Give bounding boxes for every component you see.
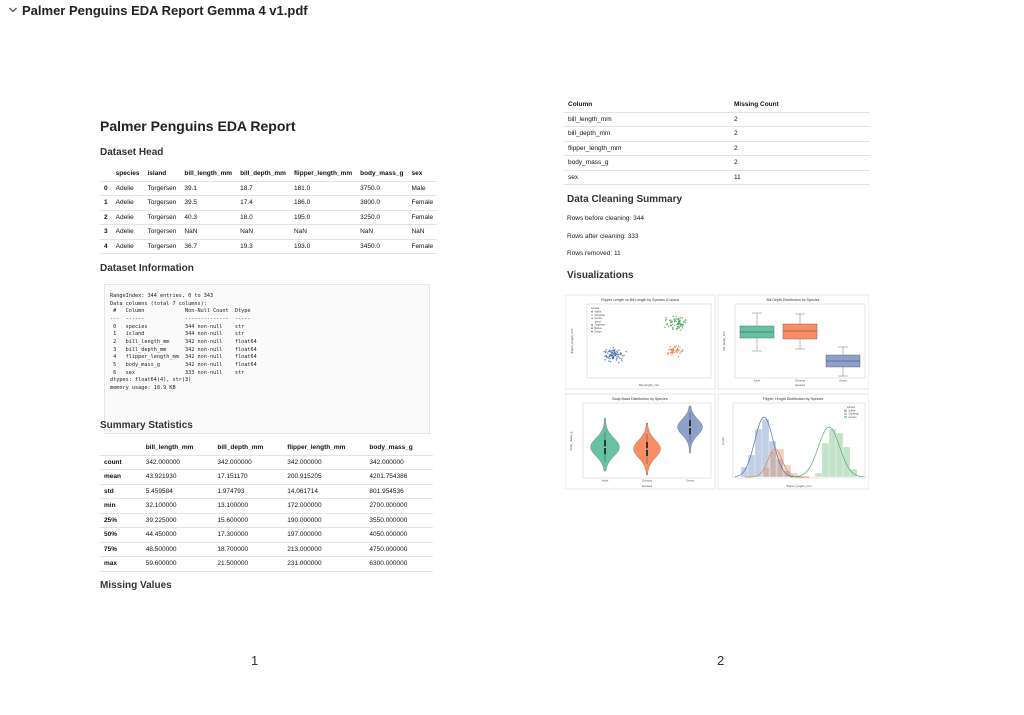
scatter-point: [679, 352, 681, 354]
table-cell: 6300.000000: [365, 557, 432, 572]
scatter-point: [679, 350, 681, 352]
scatter-legend-marker: [591, 324, 593, 326]
scatter-point: [678, 356, 680, 358]
column-header: sex: [407, 167, 437, 181]
table-cell: NaN: [407, 225, 437, 240]
scatter-legend-marker: [591, 331, 593, 333]
box-y-label: bill_depth_mm: [722, 331, 726, 351]
table-cell: 75%: [100, 542, 142, 557]
scatter-legend-marker: [591, 327, 593, 329]
scatter-point: [667, 353, 669, 355]
column-header: Column: [564, 98, 730, 112]
scatter-point: [674, 320, 676, 322]
table-cell: 32.100000: [142, 499, 214, 514]
violin-median: [689, 426, 691, 428]
scatter-y-label: flipper_length_mm: [570, 328, 574, 354]
table-header-row: [100, 167, 437, 181]
table-row: [100, 225, 437, 240]
table-cell: 342.000000: [142, 455, 214, 470]
scatter-point: [605, 349, 607, 351]
scatter-point: [619, 358, 621, 360]
table-cell: 13.100000: [213, 499, 283, 514]
table-cell: sex: [564, 170, 730, 185]
scatter-point: [604, 359, 606, 361]
table-cell: 39.225000: [142, 513, 214, 528]
rows-after-cleaning: Rows after cleaning: 333: [567, 233, 639, 240]
table-row: [100, 542, 433, 557]
table-cell: flipper_length_mm: [564, 141, 730, 156]
table-cell: 3750.0: [356, 181, 407, 196]
violin-title: Body Mass Distribution by Species: [612, 397, 668, 401]
scatter-legend-marker: [591, 318, 593, 320]
table-cell: 36.7: [180, 239, 236, 254]
table-cell: 4201.754386: [365, 470, 432, 485]
table-cell: Torgersen: [143, 225, 180, 240]
table-cell: Adelie: [112, 181, 144, 196]
table-cell: 14.061714: [283, 484, 365, 499]
table-cell: Adelie: [112, 196, 144, 211]
box-category-label: Gentoo: [839, 379, 847, 383]
hist-legend-swatch: [844, 416, 847, 418]
scatter-point: [675, 316, 677, 318]
scatter-legend-label: Gentoo: [594, 317, 603, 321]
table-cell: 2: [730, 141, 870, 156]
table-row: [100, 499, 433, 514]
table-cell: std: [100, 484, 142, 499]
table-cell: 1: [100, 196, 112, 211]
scatter-point: [681, 324, 683, 326]
table-cell: Torgersen: [143, 210, 180, 225]
scatter-point: [669, 320, 671, 322]
scatter-point: [665, 317, 667, 319]
scatter-point: [677, 326, 679, 328]
table-row: [100, 196, 437, 211]
violin-chart: [565, 394, 715, 489]
hist-bar: [741, 467, 748, 477]
hist-legend-label: Gentoo: [848, 415, 857, 419]
scatter-point: [622, 355, 624, 357]
column-header: Missing Count: [730, 98, 870, 112]
violin-category-label: Adelie: [601, 479, 609, 483]
table-row: [100, 513, 433, 528]
scatter-point: [607, 352, 609, 354]
table-row: [100, 528, 433, 543]
table-cell: 18.0: [236, 210, 290, 225]
scatter-point: [671, 354, 673, 356]
table-cell: 18.7: [236, 181, 290, 196]
table-cell: 2: [100, 210, 112, 225]
scatter-point: [670, 352, 672, 354]
scatter-point: [623, 355, 625, 357]
table-cell: Female: [407, 239, 437, 254]
scatter-point: [605, 351, 607, 353]
scatter-point: [673, 319, 675, 321]
column-header: island: [143, 167, 180, 181]
scatter-title: Flipper Length vs Bill Length by Species & Island: [601, 298, 679, 302]
table-cell: 213.000000: [283, 542, 365, 557]
scatter-point: [603, 351, 605, 353]
scatter-point: [672, 352, 674, 354]
scatter-point: [616, 359, 618, 361]
scatter-point: [668, 349, 670, 351]
box-x-label: species: [794, 383, 806, 387]
scatter-point: [618, 354, 620, 356]
scatter-point: [668, 326, 670, 328]
box-chart: [718, 295, 869, 389]
table-cell: 3450.0: [356, 239, 407, 254]
table-cell: Female: [407, 196, 437, 211]
scatter-point: [677, 348, 679, 350]
scatter-point: [608, 357, 610, 359]
table-cell: Adelie: [112, 225, 144, 240]
table-row: [100, 210, 437, 225]
section-heading-dataset-head: Dataset Head: [100, 147, 164, 158]
page-number-2: 2: [717, 653, 725, 668]
scatter-point: [683, 322, 685, 324]
scatter-point: [680, 329, 682, 331]
scatter-chart: [565, 295, 715, 389]
scatter-point: [620, 352, 622, 354]
scatter-point: [614, 352, 616, 354]
scatter-point: [670, 346, 672, 348]
hist-bar: [850, 469, 857, 477]
hist-bar: [770, 451, 777, 477]
table-cell: 59.600000: [142, 557, 214, 572]
section-heading-dataset-information: Dataset Information: [100, 263, 194, 274]
scatter-point: [609, 354, 611, 356]
table-cell: count: [100, 455, 142, 470]
box-title: Bill Depth Distribution by Species: [766, 298, 820, 302]
table-cell: 5.459584: [142, 484, 214, 499]
table-cell: 15.600000: [213, 513, 283, 528]
scatter-point: [612, 355, 614, 357]
table-row: [100, 484, 433, 499]
scatter-point: [616, 356, 618, 358]
table-cell: 3800.0: [356, 196, 407, 211]
table-row: [100, 239, 437, 254]
table-cell: 40.3: [180, 210, 236, 225]
table-row: [564, 141, 870, 156]
histogram-chart: [718, 394, 869, 489]
table-cell: body_mass_g: [564, 156, 730, 171]
scatter-point: [675, 347, 677, 349]
table-cell: 18.700000: [213, 542, 283, 557]
scatter-point: [618, 356, 620, 358]
title-bar: [0, 0, 1024, 22]
hist-legend-swatch: [844, 410, 847, 412]
table-cell: 3550.000000: [365, 513, 432, 528]
scatter-plot-area: [587, 304, 711, 378]
scatter-point: [680, 325, 682, 327]
table-cell: min: [100, 499, 142, 514]
column-header: body_mass_g: [356, 167, 407, 181]
scatter-point: [621, 360, 623, 362]
scatter-point: [678, 345, 680, 347]
hist-legend-title: species: [847, 406, 856, 409]
scatter-point: [616, 350, 618, 352]
table-cell: Female: [407, 210, 437, 225]
scatter-point: [610, 361, 612, 363]
table-cell: 43.921930: [142, 470, 214, 485]
scatter-point: [676, 349, 678, 351]
table-cell: Male: [407, 181, 437, 196]
scatter-point: [666, 324, 668, 326]
section-heading-missing-values: Missing Values: [100, 580, 172, 591]
dataset-info-text: RangeIndex: 344 entries, 0 to 343 Data columns (total 7 columns): # Column Non-Null Count Dtype --- ------ -------------- ----- 0 species 344 non-null str 1 island 344 non-null str 2 bill_length_mm 342 non-null float64 3 bill_depth_mm 342 non-null float64 4 flipper_length_mm 342 non-null float64 5 body_mass_g 342 non-null float64 6 sex 333 non-null str dtypes: float64(4), str(3) memory usage: 18.9 KB: [110, 293, 257, 391]
table-cell: 195.0: [290, 210, 356, 225]
scatter-point: [616, 358, 618, 360]
rows-before-cleaning: Rows before cleaning: 344: [567, 215, 644, 222]
hist-bar: [822, 443, 829, 477]
table-cell: 21.500000: [213, 557, 283, 572]
hist-bar: [843, 447, 850, 477]
scatter-point: [672, 327, 674, 329]
scatter-point: [674, 352, 676, 354]
box-category-label: Chinstrap: [794, 379, 806, 383]
scatter-point: [682, 349, 684, 351]
table-row: [564, 170, 870, 185]
violin-median: [646, 448, 648, 450]
scatter-point: [671, 321, 673, 323]
scatter-point: [625, 351, 627, 353]
scatter-point: [613, 357, 615, 359]
scatter-legend-label: island: [594, 320, 601, 324]
table-cell: 342.000000: [365, 455, 432, 470]
column-header: [100, 441, 142, 455]
violin-median: [604, 446, 606, 448]
scatter-legend-marker: [591, 314, 593, 316]
table-cell: Adelie: [112, 210, 144, 225]
table-cell: 19.3: [236, 239, 290, 254]
scatter-point: [612, 350, 614, 352]
table-cell: 172.000000: [283, 499, 365, 514]
table-cell: 193.0: [290, 239, 356, 254]
table-cell: 181.0: [290, 181, 356, 196]
table-row: [100, 181, 437, 196]
scatter-point: [677, 350, 679, 352]
hist-bar: [748, 455, 755, 477]
column-header: flipper_length_mm: [290, 167, 356, 181]
table-row: [100, 470, 433, 485]
scatter-point: [671, 349, 673, 351]
violin-x-label: species: [641, 484, 653, 488]
table-cell: 186.0: [290, 196, 356, 211]
scatter-legend-label: Dream: [594, 330, 602, 334]
pdf-page-2: [514, 28, 1004, 638]
table-cell: 17.4: [236, 196, 290, 211]
scatter-point: [672, 328, 674, 330]
column-header: bill_depth_mm: [236, 167, 290, 181]
scatter-point: [685, 319, 687, 321]
scatter-legend-label: Adelie: [594, 310, 602, 314]
scatter-point: [665, 320, 667, 322]
document-title: Palmer Penguins EDA Report Gemma 4 v1.pdf: [22, 3, 308, 18]
column-header: [100, 167, 112, 181]
section-heading-summary-statistics: Summary Statistics: [100, 420, 193, 431]
table-cell: 342.000000: [213, 455, 283, 470]
table-cell: 17.300000: [213, 528, 283, 543]
scatter-point: [664, 327, 666, 329]
table-cell: bill_depth_mm: [564, 127, 730, 142]
scatter-point: [678, 321, 680, 323]
table-cell: 44.450000: [142, 528, 214, 543]
table-cell: 200.915205: [283, 470, 365, 485]
scatter-point: [677, 319, 679, 321]
visualizations-figure: [565, 293, 869, 491]
scatter-point: [673, 316, 675, 318]
table-cell: 1.974793: [213, 484, 283, 499]
table-cell: 0: [100, 181, 112, 196]
table-cell: Adelie: [112, 239, 144, 254]
table-cell: 39.5: [180, 196, 236, 211]
scatter-legend-label: Biscoe: [594, 327, 602, 330]
scatter-point: [620, 354, 622, 356]
table-cell: 50%: [100, 528, 142, 543]
scatter-point: [672, 323, 674, 325]
table-cell: 11: [730, 170, 870, 185]
table-cell: 48.500000: [142, 542, 214, 557]
table-cell: NaN: [290, 225, 356, 240]
table-cell: Torgersen: [143, 196, 180, 211]
page-number-1: 1: [251, 653, 259, 668]
rows-removed: Rows removed: 11: [567, 250, 621, 257]
violin-category-label: Gentoo: [686, 479, 694, 483]
hist-legend-label: Chinstrap: [848, 412, 859, 416]
table-cell: 2: [730, 112, 870, 127]
table-cell: 231.000000: [283, 557, 365, 572]
missing-values-table: [564, 98, 870, 185]
table-cell: 342.000000: [283, 455, 365, 470]
table-cell: 190.000000: [283, 513, 365, 528]
violin-y-label: body_mass_g: [569, 431, 573, 451]
table-cell: NaN: [356, 225, 407, 240]
section-heading-data-cleaning-summary: Data Cleaning Summary: [567, 194, 683, 205]
table-cell: 2: [730, 156, 870, 171]
scatter-point: [682, 317, 684, 319]
table-cell: 17.151170: [213, 470, 283, 485]
table-cell: 197.000000: [283, 528, 365, 543]
scatter-point: [682, 326, 684, 328]
table-cell: 2: [730, 127, 870, 142]
scatter-point: [682, 327, 684, 329]
table-cell: 25%: [100, 513, 142, 528]
table-cell: Torgersen: [143, 239, 180, 254]
scatter-legend-label: Chinstrap: [594, 313, 605, 317]
scatter-point: [610, 354, 612, 356]
scatter-point: [614, 354, 616, 356]
column-header: bill_depth_mm: [213, 441, 283, 455]
table-row: [100, 557, 433, 572]
table-cell: 3: [100, 225, 112, 240]
scatter-x-label: bill_length_mm: [638, 383, 660, 387]
hist-x-label: flipper_length_mm: [786, 484, 812, 488]
summary-statistics-table: [100, 441, 433, 572]
table-row: [100, 455, 433, 470]
chevron-down-icon[interactable]: [8, 5, 18, 15]
table-header-row: [564, 98, 870, 112]
scatter-point: [680, 317, 682, 319]
scatter-point: [670, 324, 672, 326]
dataset-head-table: [100, 167, 437, 254]
scatter-point: [677, 323, 679, 325]
table-cell: NaN: [236, 225, 290, 240]
scatter-point: [611, 352, 613, 354]
table-cell: 4050.000000: [365, 528, 432, 543]
table-cell: 2700.000000: [365, 499, 432, 514]
pdf-page-1: [20, 28, 510, 638]
hist-legend-label: Adelie: [848, 409, 856, 413]
scatter-point: [676, 318, 678, 320]
scatter-point: [605, 355, 607, 357]
column-header: bill_length_mm: [142, 441, 214, 455]
table-row: [564, 156, 870, 171]
table-cell: 3250.0: [356, 210, 407, 225]
table-cell: bill_length_mm: [564, 112, 730, 127]
hist-bar: [829, 429, 836, 477]
section-heading-visualizations: Visualizations: [567, 270, 634, 281]
hist-y-label: Count: [721, 436, 725, 446]
scatter-point: [618, 362, 620, 364]
hist-legend-swatch: [844, 413, 847, 415]
table-cell: 4750.000000: [365, 542, 432, 557]
violin-category-label: Chinstrap: [641, 479, 653, 483]
scatter-point: [673, 348, 675, 350]
scatter-point: [608, 360, 610, 362]
scatter-legend-label: Torgersen: [594, 323, 606, 327]
table-cell: max: [100, 557, 142, 572]
table-row: [564, 112, 870, 127]
column-header: bill_length_mm: [180, 167, 236, 181]
column-header: species: [112, 167, 144, 181]
table-cell: mean: [100, 470, 142, 485]
scatter-point: [685, 322, 687, 324]
table-cell: Torgersen: [143, 181, 180, 196]
scatter-point: [618, 349, 620, 351]
table-cell: 801.954536: [365, 484, 432, 499]
column-header: body_mass_g: [365, 441, 432, 455]
scatter-point: [609, 358, 611, 360]
scatter-legend-title: species: [591, 307, 600, 310]
scatter-point: [606, 357, 608, 359]
scatter-point: [676, 352, 678, 354]
table-cell: 39.1: [180, 181, 236, 196]
scatter-point: [679, 347, 681, 349]
hist-bar: [777, 449, 784, 477]
table-row: [564, 127, 870, 142]
table-cell: 4: [100, 239, 112, 254]
scatter-point: [676, 328, 678, 330]
scatter-point: [674, 325, 676, 327]
scatter-point: [609, 350, 611, 352]
report-title: Palmer Penguins EDA Report: [100, 118, 296, 134]
scatter-point: [681, 351, 683, 353]
box-category-label: Adelie: [753, 379, 761, 383]
box-rect: [783, 324, 817, 339]
scatter-point: [613, 347, 615, 349]
scatter-legend-marker: [591, 311, 593, 313]
table-header-row: [100, 441, 433, 455]
hist-bar: [815, 473, 822, 477]
hist-title: Flipper Length Distribution by Species: [762, 397, 824, 401]
scatter-point: [676, 345, 678, 347]
scatter-point: [621, 358, 623, 360]
dataset-info-output: [104, 284, 430, 434]
scatter-point: [604, 356, 606, 358]
table-cell: NaN: [180, 225, 236, 240]
column-header: flipper_length_mm: [283, 441, 365, 455]
